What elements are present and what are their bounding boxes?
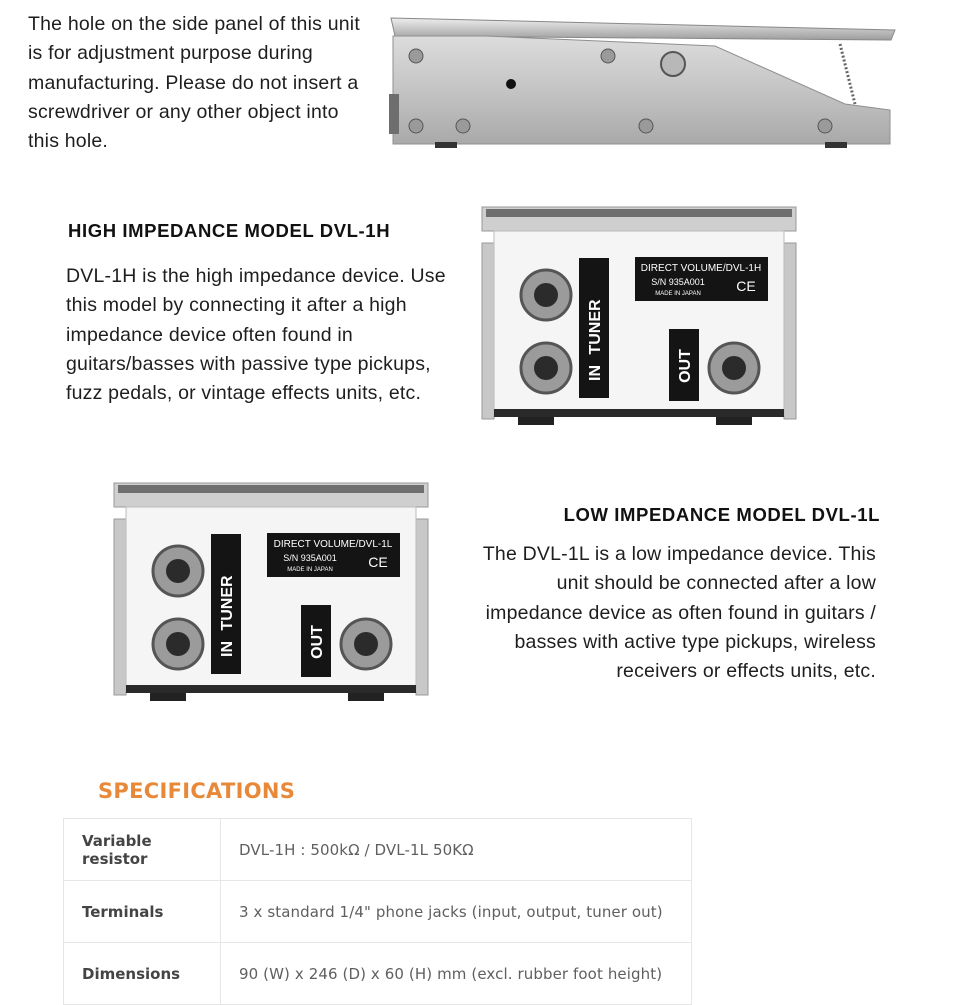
dvl-1l-plate-line2: S/N 935A001 bbox=[283, 553, 337, 563]
spec-label: Terminals bbox=[64, 881, 221, 943]
dvl-1l-plate-line1: DIRECT VOLUME/DVL-1L bbox=[273, 539, 393, 550]
dvl-1h-tuner-label: TUNER bbox=[587, 299, 604, 355]
dvl-1l-plate-line3: MADE IN JAPAN bbox=[287, 567, 333, 573]
spec-value: 90 (W) x 246 (D) x 60 (H) mm (excl. rubber foot height) bbox=[221, 943, 692, 1005]
low-impedance-text: The DVL-1L is a low impedance device. This unit should be connected after a low impedance device as often found in guitars / basses with active type pickups, wireless receivers or effects units, etc. bbox=[482, 543, 876, 683]
dvl-1l-rear-panel-image bbox=[112, 481, 430, 703]
dvl-1h-out-label: OUT bbox=[677, 349, 694, 383]
table-row bbox=[64, 881, 692, 943]
dvl-1l-ce-mark: CE bbox=[368, 554, 388, 570]
dvl-1h-plate-line2: S/N 935A001 bbox=[651, 277, 705, 287]
dvl-1h-in-label: IN bbox=[587, 365, 604, 381]
spec-label: Variable resistor bbox=[64, 819, 221, 881]
table-row bbox=[64, 819, 692, 881]
dvl-1h-rear-panel-image bbox=[480, 205, 798, 427]
pedal-side-view-image bbox=[385, 14, 897, 150]
dvl-1h-ce-mark: CE bbox=[736, 278, 756, 294]
dvl-1h-plate-line3: MADE IN JAPAN bbox=[655, 291, 701, 297]
spec-value: 3 x standard 1/4" phone jacks (input, output, tuner out) bbox=[221, 881, 692, 943]
dvl-1l-out-label: OUT bbox=[309, 625, 326, 659]
specifications-title: SPECIFICATIONS bbox=[98, 779, 296, 803]
dvl-1h-plate-line1: DIRECT VOLUME/DVL-1H bbox=[640, 263, 762, 274]
dvl-1l-tuner-label: TUNER bbox=[219, 575, 236, 631]
low-impedance-heading: LOW IMPEDANCE MODEL DVL-1L bbox=[563, 504, 880, 525]
table-row bbox=[64, 943, 692, 1005]
spec-label: Dimensions bbox=[64, 943, 221, 1005]
high-impedance-heading: HIGH IMPEDANCE MODEL DVL-1H bbox=[68, 220, 391, 241]
dvl-1l-in-label: IN bbox=[219, 641, 236, 657]
high-impedance-text: DVL-1H is the high impedance device. Use this model by connecting it after a high impedance device often found in guitars/basses with passive type pickups, fuzz pedals, or vintage effects units, etc. bbox=[66, 265, 446, 405]
spec-value: DVL-1H : 500kΩ / DVL-1L 50KΩ bbox=[221, 819, 692, 881]
specifications-table bbox=[63, 818, 692, 1005]
intro-text: The hole on the side panel of this unit is for adjustment purpose during manufacturing. Please do not insert a screwdriver or any other object into this hole. bbox=[28, 13, 360, 153]
